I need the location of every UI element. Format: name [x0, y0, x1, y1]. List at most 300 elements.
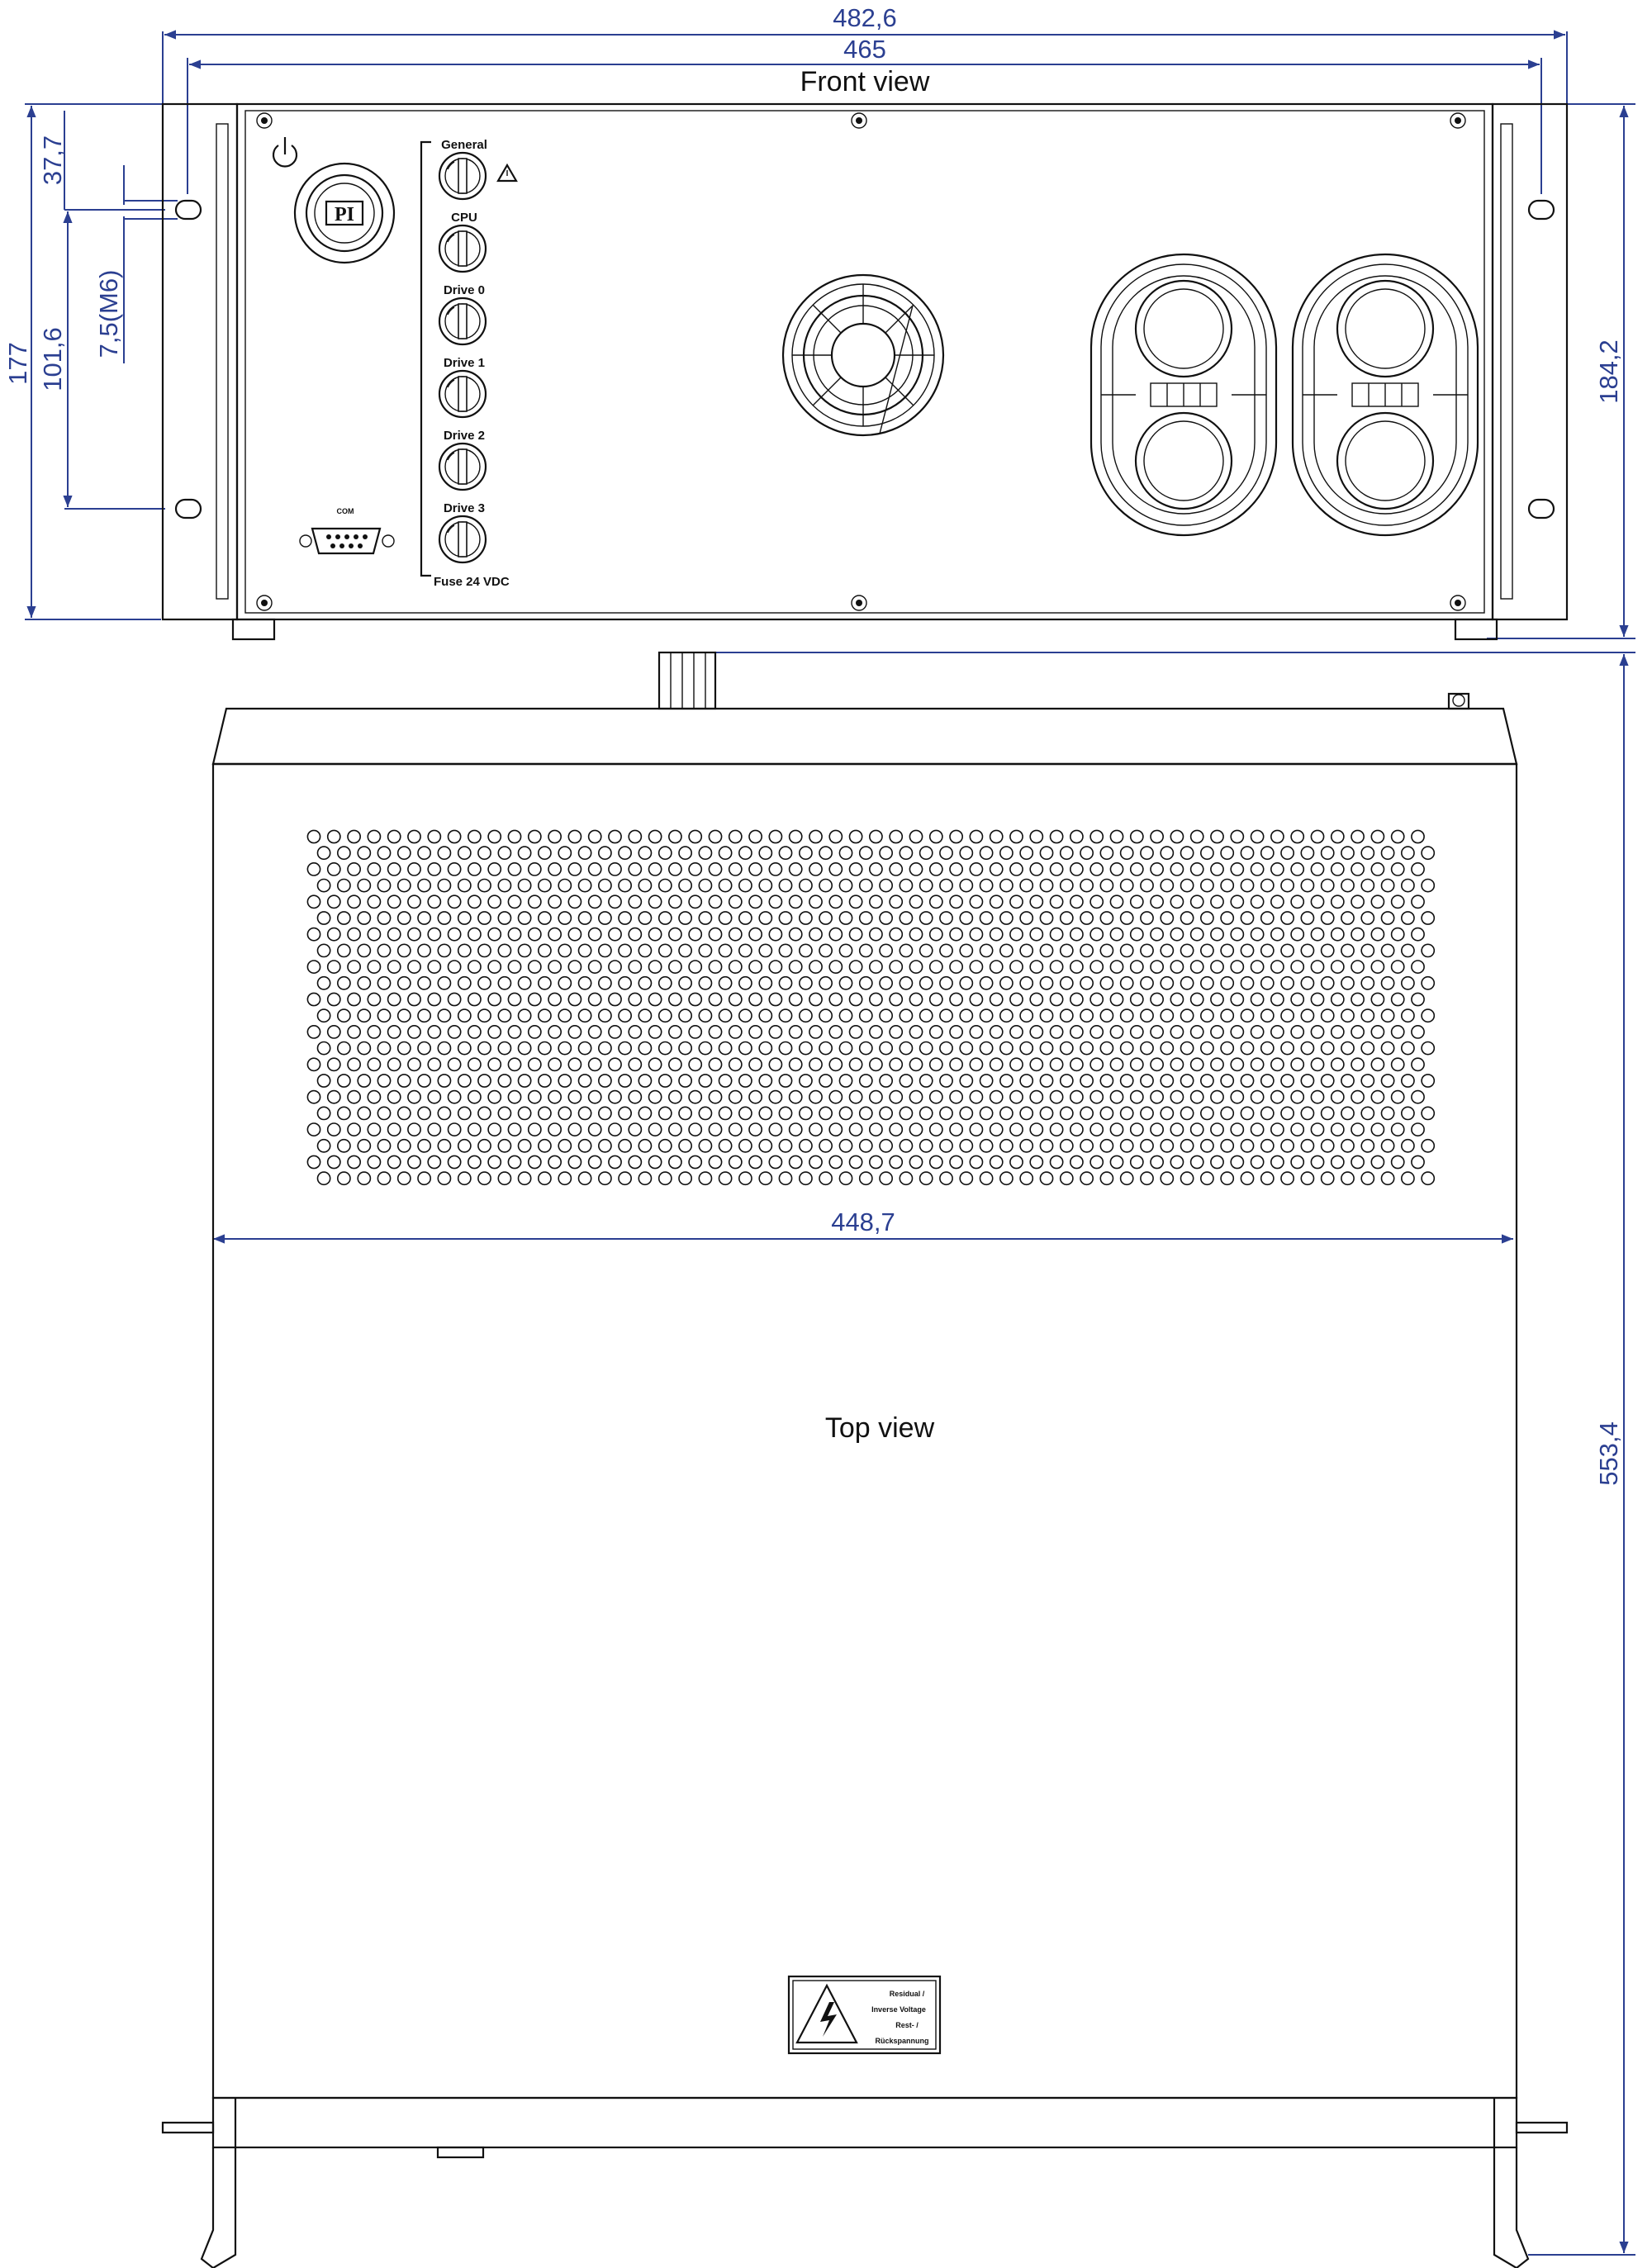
vent-hole: [1100, 847, 1113, 859]
vent-hole: [468, 1155, 481, 1168]
vent-hole: [558, 847, 571, 859]
vent-hole: [368, 993, 380, 1005]
vent-hole: [519, 912, 531, 924]
vent-hole: [669, 830, 681, 842]
vent-hole: [1412, 993, 1424, 1005]
vent-hole: [318, 944, 330, 956]
vent-hole: [909, 993, 922, 1005]
vent-hole: [449, 830, 461, 842]
vent-hole: [1332, 1091, 1344, 1103]
vent-hole: [1100, 1042, 1113, 1055]
panel-screws: [257, 113, 1465, 610]
vent-hole: [1020, 1140, 1032, 1152]
vent-hole: [1000, 1009, 1013, 1022]
vent-hole: [1051, 928, 1063, 941]
vent-hole: [749, 928, 762, 941]
vent-hole: [829, 1155, 842, 1168]
vent-hole: [1241, 1140, 1253, 1152]
warning-label-line-1: Residual /: [889, 1990, 925, 1998]
vent-hole: [739, 1042, 752, 1055]
vent-hole: [1351, 1058, 1364, 1070]
vent-hole: [398, 1140, 411, 1152]
vent-hole: [909, 1091, 922, 1103]
vent-hole: [1191, 863, 1203, 875]
vent-hole: [870, 1058, 882, 1070]
vent-hole: [328, 993, 340, 1005]
vent-hole: [699, 1107, 711, 1119]
vent-hole: [1090, 1026, 1103, 1038]
vent-hole: [1141, 1107, 1153, 1119]
vent-hole: [638, 944, 651, 956]
vent-hole: [769, 1123, 781, 1136]
vent-hole: [428, 1026, 440, 1038]
vent-hole: [609, 863, 621, 875]
vent-hole: [368, 863, 380, 875]
vent-hole: [960, 944, 972, 956]
vent-hole: [970, 961, 982, 973]
vent-hole: [950, 1091, 962, 1103]
vent-hole: [1010, 895, 1023, 908]
vent-hole: [1121, 1075, 1133, 1087]
vent-hole: [920, 1107, 933, 1119]
vent-hole: [1051, 993, 1063, 1005]
vent-hole: [1040, 1009, 1052, 1022]
vent-hole: [779, 1042, 791, 1055]
vent-hole: [1121, 847, 1133, 859]
vent-hole: [890, 1155, 902, 1168]
vent-hole: [1211, 1091, 1223, 1103]
vent-hole: [609, 1155, 621, 1168]
vent-hole: [1341, 1075, 1354, 1087]
com-label: COM: [336, 507, 354, 515]
vent-hole: [1030, 928, 1042, 941]
vent-hole: [779, 1140, 791, 1152]
vent-hole: [920, 1042, 933, 1055]
vent-hole: [548, 993, 561, 1005]
vent-hole: [1382, 880, 1394, 892]
vent-hole: [519, 880, 531, 892]
vent-hole: [438, 1107, 450, 1119]
vent-hole: [548, 1155, 561, 1168]
vent-hole: [1051, 1026, 1063, 1038]
vent-hole: [729, 1026, 742, 1038]
vent-hole: [318, 912, 330, 924]
vent-hole: [860, 1009, 872, 1022]
vent-hole: [689, 1026, 701, 1038]
vent-hole: [950, 1026, 962, 1038]
top-view: [163, 652, 1567, 2268]
vent-hole: [1261, 912, 1274, 924]
vent-hole: [398, 1075, 411, 1087]
vent-hole: [699, 880, 711, 892]
vent-hole: [458, 944, 471, 956]
vent-hole: [729, 1123, 742, 1136]
vent-hole: [548, 895, 561, 908]
vent-hole: [428, 993, 440, 1005]
vent-hole: [498, 1172, 510, 1184]
vent-hole: [589, 830, 601, 842]
vent-hole: [539, 880, 551, 892]
vent-hole: [1131, 1026, 1143, 1038]
warning-icon: [498, 165, 516, 181]
vent-hole: [839, 1042, 852, 1055]
vent-hole: [599, 1107, 611, 1119]
vent-hole: [1231, 961, 1243, 973]
vent-hole: [1181, 944, 1194, 956]
vent-hole: [880, 944, 892, 956]
vent-hole: [368, 1058, 380, 1070]
vent-hole: [649, 961, 662, 973]
vent-hole: [950, 863, 962, 875]
vent-hole: [307, 961, 320, 973]
vent-hole: [940, 944, 952, 956]
vent-hole: [428, 1155, 440, 1168]
vent-hole: [659, 880, 672, 892]
vent-hole: [328, 928, 340, 941]
vent-hole: [1051, 1155, 1063, 1168]
dim-overall-width: 482,6: [833, 3, 897, 32]
vent-hole: [1221, 1172, 1233, 1184]
vent-hole: [1392, 830, 1404, 842]
vent-hole: [1030, 863, 1042, 875]
vent-hole: [930, 961, 942, 973]
vent-hole: [890, 961, 902, 973]
vent-hole: [1181, 1172, 1194, 1184]
vent-hole: [307, 993, 320, 1005]
vent-hole: [759, 1107, 771, 1119]
vent-hole: [920, 977, 933, 989]
vent-hole: [1422, 977, 1434, 989]
vent-hole: [1382, 912, 1394, 924]
vent-hole: [1291, 1026, 1303, 1038]
vent-hole: [1371, 993, 1384, 1005]
vent-hole: [800, 977, 812, 989]
vent-hole: [1061, 847, 1073, 859]
vent-hole: [1070, 1091, 1083, 1103]
vent-hole: [880, 1009, 892, 1022]
vent-hole: [769, 928, 781, 941]
vent-hole: [599, 944, 611, 956]
vent-hole: [619, 880, 631, 892]
vent-hole: [1392, 993, 1404, 1005]
vent-hole: [388, 895, 401, 908]
vent-hole: [418, 944, 430, 956]
vent-hole: [478, 1009, 491, 1022]
vent-hole: [1281, 1140, 1294, 1152]
vent-hole: [699, 1140, 711, 1152]
vent-hole: [1100, 1107, 1113, 1119]
vent-hole: [900, 912, 912, 924]
vent-hole: [1311, 1026, 1323, 1038]
vent-hole: [438, 880, 450, 892]
vent-hole: [1301, 912, 1313, 924]
vent-hole: [1181, 1140, 1194, 1152]
vent-hole: [1281, 1009, 1294, 1022]
vent-hole: [568, 1123, 581, 1136]
vent-hole: [870, 1155, 882, 1168]
vent-hole: [638, 847, 651, 859]
warning-label-line-2: Inverse Voltage: [871, 2005, 926, 2014]
vent-hole: [890, 1123, 902, 1136]
vent-hole: [449, 895, 461, 908]
vent-hole: [539, 1140, 551, 1152]
vent-hole: [759, 1172, 771, 1184]
vent-hole: [960, 977, 972, 989]
vent-hole: [408, 993, 420, 1005]
vent-hole: [558, 1009, 571, 1022]
vent-hole: [860, 847, 872, 859]
vent-hole: [1351, 1155, 1364, 1168]
vent-hole: [398, 944, 411, 956]
vent-hole: [1110, 830, 1123, 842]
vent-hole: [1090, 993, 1103, 1005]
vent-hole: [1010, 1155, 1023, 1168]
vent-hole: [1241, 944, 1253, 956]
vent-hole: [579, 880, 591, 892]
vent-hole: [629, 993, 641, 1005]
vent-hole: [980, 912, 993, 924]
fuse-label-drive-2: Drive 2: [443, 429, 486, 443]
vent-hole: [659, 1140, 672, 1152]
vent-hole: [1281, 977, 1294, 989]
vent-hole: [307, 1123, 320, 1136]
vent-hole: [709, 1091, 721, 1103]
vent-hole: [1341, 1107, 1354, 1119]
vent-hole: [960, 1075, 972, 1087]
vent-hole: [408, 1123, 420, 1136]
vent-hole: [1020, 1107, 1032, 1119]
vent-hole: [1211, 895, 1223, 908]
dim-depth: 553,4: [1594, 1421, 1623, 1486]
vent-hole: [1322, 912, 1334, 924]
vent-hole: [408, 830, 420, 842]
rack-ear-left: [163, 104, 237, 619]
vent-hole: [408, 1026, 420, 1038]
vent-hole: [1371, 928, 1384, 941]
vent-hole: [990, 1155, 1003, 1168]
vent-hole: [980, 1107, 993, 1119]
vent-hole: [529, 863, 541, 875]
vent-hole: [1121, 880, 1133, 892]
vent-hole: [1311, 961, 1323, 973]
vent-hole: [1211, 830, 1223, 842]
vent-hole: [449, 1123, 461, 1136]
vent-hole: [1090, 895, 1103, 908]
vent-hole: [508, 895, 520, 908]
vent-hole: [558, 912, 571, 924]
vent-hole: [1110, 895, 1123, 908]
vent-hole: [519, 1042, 531, 1055]
top-view-title: Top view: [824, 1412, 935, 1444]
vent-hole: [619, 1107, 631, 1119]
vent-hole: [1131, 928, 1143, 941]
handle-left: [202, 2147, 235, 2268]
vent-hole: [638, 1107, 651, 1119]
vent-hole: [609, 928, 621, 941]
vent-hole: [909, 1155, 922, 1168]
vent-hole: [1341, 847, 1354, 859]
vent-hole: [498, 1075, 510, 1087]
foot: [1455, 619, 1497, 639]
vent-hole: [589, 1123, 601, 1136]
vent-hole: [1080, 880, 1093, 892]
vent-hole: [328, 1091, 340, 1103]
vent-hole: [980, 977, 993, 989]
vent-hole: [1291, 830, 1303, 842]
vent-hole: [1322, 977, 1334, 989]
vent-hole: [950, 895, 962, 908]
vent-hole: [800, 944, 812, 956]
vent-hole: [398, 977, 411, 989]
warning-label: [789, 1976, 940, 2053]
vent-hole: [1361, 1075, 1374, 1087]
vent-hole: [539, 977, 551, 989]
vent-hole: [418, 1009, 430, 1022]
vent-hole: [1161, 1140, 1173, 1152]
vent-hole: [599, 1140, 611, 1152]
vent-hole: [1141, 847, 1153, 859]
vent-hole: [1010, 961, 1023, 973]
vent-hole: [980, 880, 993, 892]
vent-hole: [729, 993, 742, 1005]
vent-hole: [1351, 993, 1364, 1005]
vent-hole: [689, 1155, 701, 1168]
vent-hole: [638, 977, 651, 989]
vent-hole: [1110, 1123, 1123, 1136]
vent-hole: [679, 1075, 691, 1087]
vent-hole: [1040, 1075, 1052, 1087]
vent-hole: [1141, 977, 1153, 989]
vent-hole: [890, 863, 902, 875]
vent-hole: [1402, 944, 1414, 956]
vent-hole: [307, 1026, 320, 1038]
vent-hole: [819, 847, 832, 859]
vent-hole: [1020, 1075, 1032, 1087]
vent-hole: [458, 847, 471, 859]
vent-hole: [579, 1009, 591, 1022]
vent-hole: [759, 912, 771, 924]
vent-hole: [1351, 1091, 1364, 1103]
vent-hole: [619, 1172, 631, 1184]
vent-hole: [589, 961, 601, 973]
vent-hole: [428, 1123, 440, 1136]
vent-hole: [870, 961, 882, 973]
vent-hole: [1361, 1107, 1374, 1119]
vent-hole: [1010, 1026, 1023, 1038]
vent-hole: [1201, 1009, 1213, 1022]
vent-hole: [1301, 847, 1313, 859]
vent-hole: [358, 912, 370, 924]
vent-hole: [649, 1091, 662, 1103]
vent-hole: [1061, 1042, 1073, 1055]
vent-hole: [1151, 1058, 1163, 1070]
vent-hole: [1181, 1107, 1194, 1119]
vent-hole: [307, 1155, 320, 1168]
vent-hole: [1291, 1123, 1303, 1136]
vent-hole: [418, 1075, 430, 1087]
vent-hole: [1000, 880, 1013, 892]
vent-hole: [568, 895, 581, 908]
vent-hole: [800, 1140, 812, 1152]
vent-hole: [1211, 1123, 1223, 1136]
dim-hole-offset: 37,7: [38, 135, 67, 186]
vent-hole: [1061, 880, 1073, 892]
vent-hole: [1191, 895, 1203, 908]
vent-hole: [619, 1075, 631, 1087]
vent-hole: [1030, 830, 1042, 842]
vent-hole: [779, 880, 791, 892]
vent-hole: [548, 1091, 561, 1103]
vent-hole: [1371, 1123, 1384, 1136]
vent-hole: [1221, 880, 1233, 892]
vent-hole: [880, 1042, 892, 1055]
vent-hole: [669, 863, 681, 875]
vent-hole: [1322, 880, 1334, 892]
vent-hole: [1090, 1091, 1103, 1103]
vent-hole: [1040, 1107, 1052, 1119]
vent-hole: [1051, 830, 1063, 842]
vent-hole: [368, 1091, 380, 1103]
vent-hole: [860, 1107, 872, 1119]
vent-hole: [498, 944, 510, 956]
vent-hole: [769, 961, 781, 973]
vent-hole: [558, 880, 571, 892]
vent-hole: [579, 977, 591, 989]
vent-hole: [1251, 1058, 1264, 1070]
vent-hole: [1151, 1026, 1163, 1038]
vent-hole: [318, 1140, 330, 1152]
vent-hole: [1191, 1155, 1203, 1168]
vent-hole: [338, 1140, 350, 1152]
vent-hole: [377, 1042, 390, 1055]
vent-hole: [1131, 1155, 1143, 1168]
vent-hole: [1221, 1107, 1233, 1119]
vent-hole: [449, 1155, 461, 1168]
vent-hole: [689, 1058, 701, 1070]
vent-hole: [829, 1123, 842, 1136]
vent-hole: [900, 944, 912, 956]
vent-hole: [1231, 928, 1243, 941]
vent-hole: [940, 912, 952, 924]
vent-hole: [418, 1107, 430, 1119]
vent-hole: [498, 847, 510, 859]
vent-hole: [1291, 1155, 1303, 1168]
vent-hole: [669, 895, 681, 908]
vent-hole: [348, 1026, 360, 1038]
vent-hole: [1261, 880, 1274, 892]
vent-hole: [1030, 961, 1042, 973]
vent-hole: [850, 1155, 862, 1168]
vent-hole: [1170, 1123, 1183, 1136]
vent-hole: [1261, 1009, 1274, 1022]
vent-hole: [508, 1026, 520, 1038]
vent-hole: [1371, 830, 1384, 842]
vent-hole: [649, 863, 662, 875]
vent-hole: [930, 863, 942, 875]
vent-hole: [880, 880, 892, 892]
vent-hole: [1040, 1042, 1052, 1055]
vent-hole: [1402, 977, 1414, 989]
vent-hole: [719, 1075, 732, 1087]
vent-hole: [1191, 1026, 1203, 1038]
vent-hole: [970, 1123, 982, 1136]
vent-hole: [548, 1123, 561, 1136]
vent-hole: [960, 847, 972, 859]
vent-hole: [338, 1172, 350, 1184]
vent-hole: [478, 1140, 491, 1152]
vent-hole: [307, 928, 320, 941]
vent-hole: [1070, 993, 1083, 1005]
